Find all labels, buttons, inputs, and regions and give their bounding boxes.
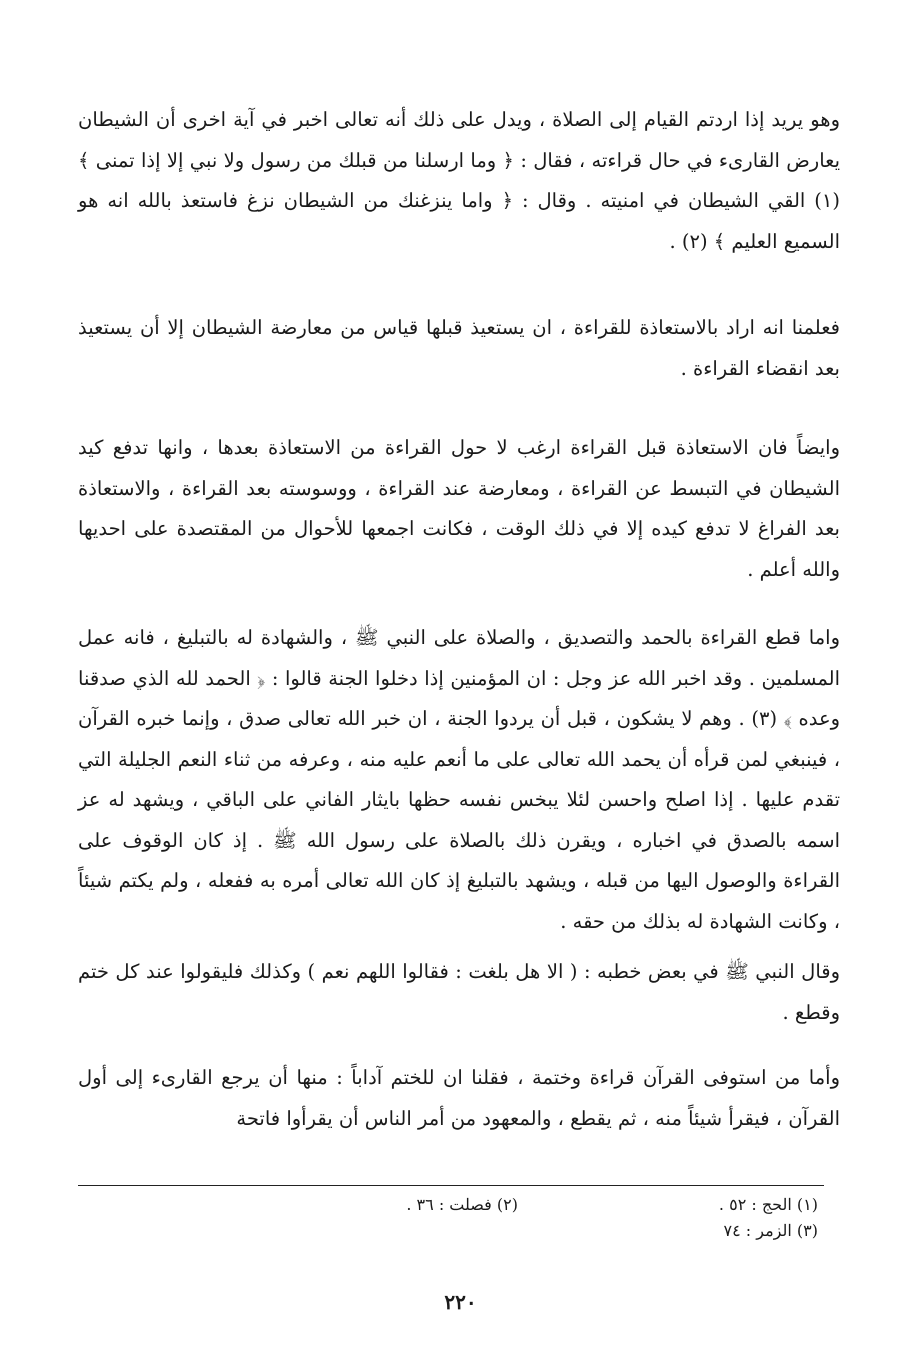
footnote-1: (١) الحج : ٥٢ . — [718, 1195, 818, 1214]
main-text — [78, 100, 840, 1140]
paragraph-1: وهو يريد إذا اردتم القيام إلى الصلاة ، ويدل على ذلك أنه تعالى اخبر في آية اخرى أن الشيطان يعارض القارىء في حال قراءته ، فقال : ﴿ وما ارسلنا من قبلك من رسول ولا نبي إلا إذا تمنى ﴾ (١) القي الشيطان في امنيته . وقال : ﴿ واما ينزغنك من الشيطان نزغ فاستعذ بالله انه هو السميع العليم ﴾ (٢) . — [78, 108, 840, 253]
footnote-3: (٣) الزمر : ٧٤ — [723, 1221, 818, 1240]
footnote-row — [78, 1218, 818, 1244]
footnote-2: (٢) فصلت : ٣٦ . — [406, 1195, 518, 1214]
footnotes — [78, 1192, 818, 1244]
paragraph-3: وايضاً فان الاستعاذة قبل القراءة ارغب لا حول القراءة من الاستعاذة بعدها ، وانها تدفع كيد الشيطان في التبسط عن القراءة ، ومعارضة عند القراءة ، ووسوسته بعد القراءة ، والاستعاذة بعد الفراغ لا تدفع كيده إلا في ذلك الوقت ، فكانت اجمعها للأحوال من المقتصدة على احديها والله أعلم . — [78, 436, 840, 581]
page-number: ٢٢٠ — [444, 1290, 477, 1314]
footnote-divider — [78, 1185, 824, 1186]
footnote-row — [78, 1192, 818, 1218]
paragraph-4: واما قطع القراءة بالحمد والتصديق ، والصلاة على النبي ﷺ ، والشهادة له بالتبليغ ، فانه عمل المسلمين . وقد اخبر الله عز وجل : ان المؤمنين إذا دخلوا الجنة قالوا : ﴿ الحمد لله الذي صدقنا وعده ﴾ (٣) . وهم لا يشكون ، قبل أن يردوا الجنة ، ان خبر الله تعالى صدق ، وإنما خبره القرآن ، فينبغي لمن قرأه أن يحمد الله تعالى على ما أنعم عليه منه ، وعرفه من ثناء النعم الجليلة التي تقدم عليها . إذا اصلح واحسن لئلا يبخس نفسه حظها بايثار الفاني على الباقي ، ويشهد له عز اسمه بالصدق في اخباره ، ويقرن ذلك بالصلاة على رسول الله ﷺ . إذ كان الوقوف على القراءة والوصول اليها من قبله ، ويشهد بالتبليغ إذ كان الله تعالى أمره به ففعله ، ولم يكتم شيئاً ، وكانت الشهادة له بذلك من حقه . — [78, 626, 840, 933]
paragraph-2: فعلمنا انه اراد بالاستعاذة للقراءة ، ان يستعيذ قبلها قياس من معارضة الشيطان إلا أن يستعيذ بعد انقضاء القراءة . — [78, 316, 840, 380]
paragraph-6: وأما من استوفى القرآن قراءة وختمة ، فقلنا ان للختم آداباً : منها أن يرجع القارىء إلى أول القرآن ، فيقرأ شيئاً منه ، ثم يقطع ، والمعهود من أمر الناس أن يقرأوا فاتحة — [78, 1066, 840, 1130]
paragraph-5: وقال النبي ﷺ في بعض خطبه : ( الا هل بلغت : فقالوا اللهم نعم ) وكذلك فليقولوا عند كل ختم وقطع . — [78, 960, 840, 1024]
